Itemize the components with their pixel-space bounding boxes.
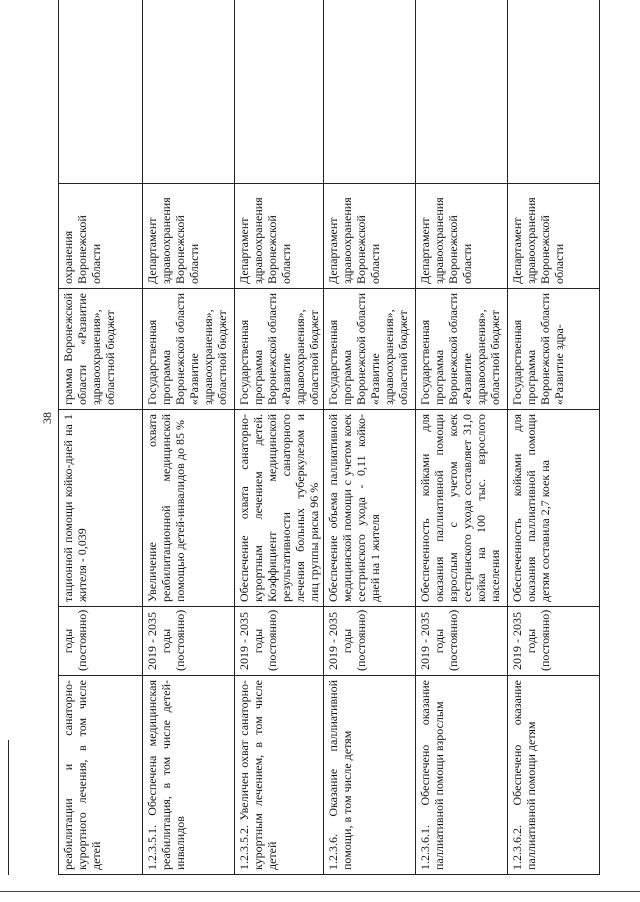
- table-row: [235, 0, 324, 875]
- program-table-rotated: [58, 20, 578, 875]
- executor-cell: Департамент здравоохранения Воронежской области: [416, 184, 508, 289]
- funding-cell: Государственная программа Воронежской области «Развитие здравоохранения», областной бюджет: [324, 289, 416, 410]
- executor-cell: охранения Воронежской области: [59, 184, 143, 289]
- empty-cell: [508, 0, 600, 184]
- executor-cell: Департамент здравоохранения Воронежской области: [508, 184, 600, 289]
- table-row: [508, 0, 600, 875]
- indicator-cell: Обеспечение объема паллиативной медицинской помощи с учетом коек сестринского ухода - 0,11 койко-дней на 1 жителя: [324, 410, 416, 607]
- indicator-cell: тационной помощи койко-дней на 1 жителя - 0,039: [59, 410, 143, 607]
- event-cell: 1.2.3.5.1. Обеспечена медицинская реабилитация, в том числе детей-инвалидов: [143, 676, 235, 875]
- empty-cell: [143, 0, 235, 184]
- table-edge-line: [8, 740, 9, 875]
- term-cell: 2019 - 2035 годы (постоянно): [235, 607, 324, 676]
- table-row: [143, 0, 235, 875]
- term-cell: 2019 - 2035 годы (постоянно): [324, 607, 416, 676]
- term-cell: годы (постоянно): [59, 607, 143, 676]
- table-row: [59, 0, 143, 875]
- term-cell: 2019 - 2035 годы (постоянно): [508, 607, 600, 676]
- funding-cell: Государственная программа Воронежской области «Развитие здравоохранения», областной бюджет: [416, 289, 508, 410]
- event-cell: 1.2.3.5.2. Увеличен охват санаторно-курортным лечением, в том числе детей: [235, 676, 324, 875]
- empty-cell: [324, 0, 416, 184]
- executor-cell: Департамент здравоохранения Воронежской области: [324, 184, 416, 289]
- empty-cell: [416, 0, 508, 184]
- program-table: [58, 0, 600, 875]
- event-cell: реабилитации и санаторно-курортного лечения, в том числе детей: [59, 676, 143, 875]
- executor-cell: Департамент здравоохранения Воронежской области: [235, 184, 324, 289]
- executor-cell: Департамент здравоохранения Воронежской области: [143, 184, 235, 289]
- empty-cell: [59, 0, 143, 184]
- funding-cell: Государственная программа Воронежской области «Развитие здравоохранения», областной бюджет: [235, 289, 324, 410]
- footer-rule: [0, 891, 640, 892]
- term-cell: 2019 - 2035 годы (постоянно): [143, 607, 235, 676]
- event-cell: 1.2.3.6.1. Обеспечено оказание паллиативной помощи взрослым: [416, 676, 508, 875]
- indicator-cell: Увеличение охвата реабилитационной медицинской помощью детей-инвалидов до 85 %: [143, 410, 235, 607]
- page-number: 38: [40, 412, 54, 424]
- event-cell: 1.2.3.6.2. Обеспечено оказание паллиативной помощи детям: [508, 676, 600, 875]
- table-row: [324, 0, 416, 875]
- funding-cell: Государственная программа Воронежской области «Развитие здравоохранения», областной бюджет: [143, 289, 235, 410]
- table-row: [416, 0, 508, 875]
- funding-cell: грамма Воронежской области «Развитие здравоохранения», областной бюджет: [59, 289, 143, 410]
- event-cell: 1.2.3.6. Оказание паллиативной помощи, в том числе детям: [324, 676, 416, 875]
- funding-cell: Государственная программа Воронежской области «Развитие здра-: [508, 289, 600, 410]
- term-cell: 2019 - 2035 годы (постоянно): [416, 607, 508, 676]
- indicator-cell: Обеспеченность койками для оказания паллиативной помощи взрослым с учетом коек сестринского ухода составляет 31,0 койка на 100 тыс. взрослого населения: [416, 410, 508, 607]
- indicator-cell: Обеспеченность койками для оказания паллиативной помощи детям составила 2,7 коек на: [508, 410, 600, 607]
- indicator-cell: Обеспечение охвата санаторно-курортным лечением детей. Коэффициент медицинской результативности санаторного лечения больных туберкулезом и лиц группы риска 96 %: [235, 410, 324, 607]
- empty-cell: [235, 0, 324, 184]
